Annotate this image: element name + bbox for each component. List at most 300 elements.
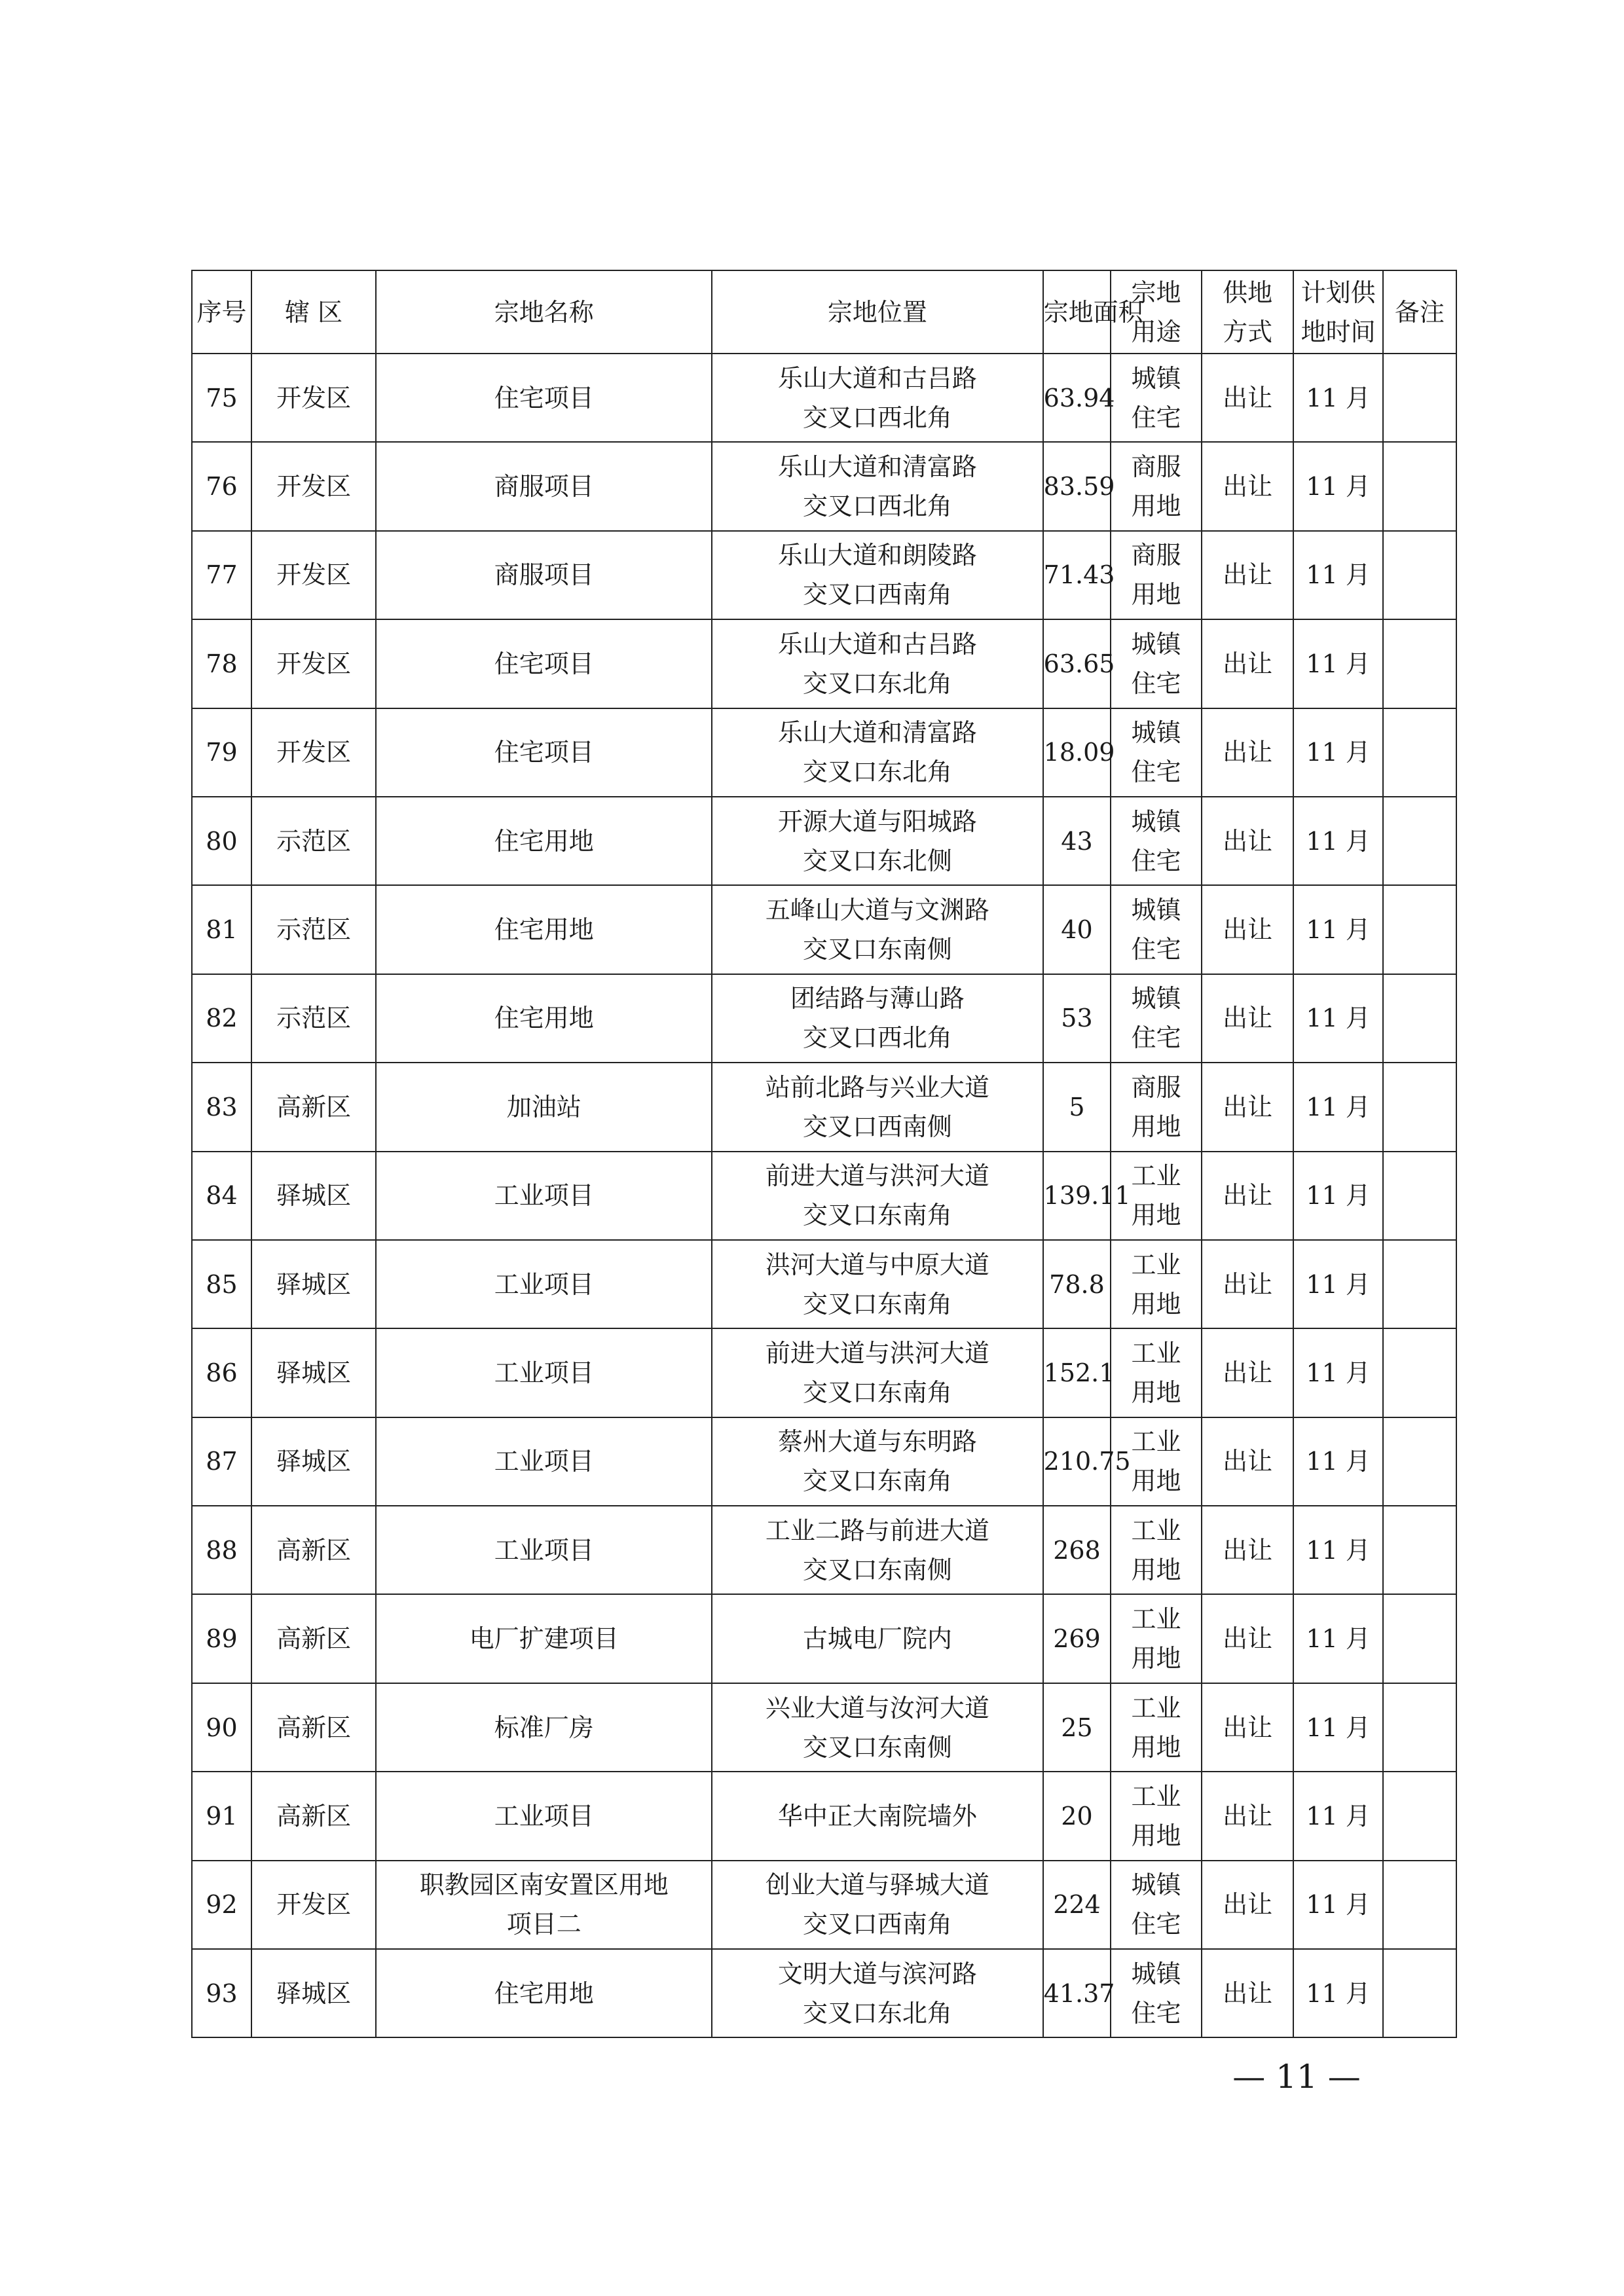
cell-use <box>1111 1594 1202 1683</box>
cell-parcel-name <box>376 1683 712 1772</box>
cell-time: 11 月 <box>1293 797 1382 885</box>
cell-method: 出让 <box>1202 885 1294 974</box>
cell-line: 兴业大道与汝河大道 <box>765 1693 989 1722</box>
cell-use <box>1111 1240 1202 1328</box>
cell-location <box>712 442 1043 530</box>
cell-use <box>1111 1506 1202 1594</box>
cell-method: 出让 <box>1202 1861 1294 1949</box>
cell-line: 城镇 <box>1131 718 1181 748</box>
cell-area: 224 <box>1043 1861 1111 1949</box>
cell-line: 站前北路与兴业大道 <box>765 1072 989 1102</box>
cell-seq: 87 <box>192 1417 251 1506</box>
cell-time: 11 月 <box>1293 442 1382 530</box>
cell-seq: 89 <box>192 1594 251 1683</box>
header-line: 宗地 <box>1131 278 1181 307</box>
cell-location <box>712 885 1043 974</box>
cell-time: 11 月 <box>1293 1328 1382 1417</box>
cell-use <box>1111 797 1202 885</box>
cell-line: 交叉口东南角 <box>802 1467 952 1496</box>
cell-parcel-name <box>376 708 712 797</box>
cell-use <box>1111 1949 1202 2037</box>
cell-seq: 92 <box>192 1861 251 1949</box>
cell-line: 工业项目 <box>494 1181 594 1211</box>
cell-location <box>712 1949 1043 2037</box>
cell-location <box>712 1772 1043 1860</box>
cell-district: 高新区 <box>251 1063 376 1151</box>
cell-line: 商服项目 <box>494 472 594 501</box>
cell-area: 5 <box>1043 1063 1111 1151</box>
cell-line: 交叉口西北角 <box>802 403 952 432</box>
cell-location <box>712 1152 1043 1240</box>
cell-district: 开发区 <box>251 531 376 619</box>
table-row <box>192 1772 1456 1860</box>
cell-area: 40 <box>1043 885 1111 974</box>
cell-line: 工业 <box>1131 1250 1181 1279</box>
cell-district: 驿城区 <box>251 1152 376 1240</box>
cell-line: 交叉口东北角 <box>802 1998 952 2028</box>
cell-seq: 82 <box>192 974 251 1063</box>
cell-line: 工业项目 <box>494 1801 594 1831</box>
cell-area: 78.8 <box>1043 1240 1111 1328</box>
cell-location <box>712 1861 1043 1949</box>
cell-location <box>712 1417 1043 1506</box>
cell-line: 住宅 <box>1131 757 1181 787</box>
cell-use <box>1111 354 1202 442</box>
cell-use <box>1111 531 1202 619</box>
cell-note <box>1383 1594 1456 1683</box>
cell-line: 商服 <box>1131 452 1181 482</box>
table-row <box>192 531 1456 619</box>
cell-use <box>1111 619 1202 708</box>
cell-area: 210.75 <box>1043 1417 1111 1506</box>
cell-parcel-name <box>376 1594 712 1683</box>
cell-method: 出让 <box>1202 442 1294 530</box>
cell-seq: 81 <box>192 885 251 974</box>
cell-location <box>712 354 1043 442</box>
cell-seq: 90 <box>192 1683 251 1772</box>
cell-use <box>1111 1063 1202 1151</box>
cell-line: 住宅 <box>1131 1023 1181 1053</box>
cell-method: 出让 <box>1202 531 1294 619</box>
cell-line: 工业 <box>1131 1338 1181 1368</box>
cell-time: 11 月 <box>1293 1949 1382 2037</box>
cell-note <box>1383 1506 1456 1594</box>
cell-seq: 83 <box>192 1063 251 1151</box>
cell-line: 交叉口西南侧 <box>802 1112 952 1141</box>
cell-note <box>1383 974 1456 1063</box>
cell-line: 交叉口东南角 <box>802 1377 952 1407</box>
cell-parcel-name <box>376 974 712 1063</box>
table-row <box>192 797 1456 885</box>
cell-line: 住宅项目 <box>494 383 594 412</box>
cell-method: 出让 <box>1202 354 1294 442</box>
cell-line: 工业 <box>1131 1605 1181 1634</box>
cell-parcel-name <box>376 619 712 708</box>
cell-seq: 80 <box>192 797 251 885</box>
cell-line: 创业大道与驿城大道 <box>765 1870 989 1900</box>
cell-time: 11 月 <box>1293 885 1382 974</box>
cell-line: 洪河大道与中原大道 <box>765 1250 989 1279</box>
cell-district: 开发区 <box>251 442 376 530</box>
cell-note <box>1383 619 1456 708</box>
cell-line: 交叉口西南角 <box>802 580 952 610</box>
cell-line: 交叉口东南侧 <box>802 1732 952 1762</box>
cell-line: 交叉口西南角 <box>802 1910 952 1939</box>
cell-time: 11 月 <box>1293 1152 1382 1240</box>
cell-district: 驿城区 <box>251 1328 376 1417</box>
cell-line: 用地 <box>1131 1377 1181 1407</box>
cell-parcel-name <box>376 1240 712 1328</box>
cell-line: 乐山大道和朗陵路 <box>777 541 977 570</box>
cell-area: 139.11 <box>1043 1152 1111 1240</box>
cell-seq: 85 <box>192 1240 251 1328</box>
cell-location <box>712 1506 1043 1594</box>
cell-note <box>1383 1861 1456 1949</box>
cell-method: 出让 <box>1202 708 1294 797</box>
cell-time: 11 月 <box>1293 708 1382 797</box>
cell-seq: 86 <box>192 1328 251 1417</box>
cell-line: 住宅项目 <box>494 738 594 767</box>
cell-method: 出让 <box>1202 1683 1294 1772</box>
cell-parcel-name <box>376 1506 712 1594</box>
cell-line: 工业项目 <box>494 1535 594 1565</box>
cell-line: 住宅用地 <box>494 1978 594 2008</box>
cell-note <box>1383 1417 1456 1506</box>
cell-use <box>1111 1328 1202 1417</box>
cell-line: 华中正大南院墙外 <box>777 1801 977 1831</box>
cell-note <box>1383 1063 1456 1151</box>
cell-parcel-name <box>376 1063 712 1151</box>
cell-district: 高新区 <box>251 1594 376 1683</box>
table-row <box>192 1594 1456 1683</box>
cell-line: 乐山大道和清富路 <box>777 452 977 482</box>
table-row <box>192 1683 1456 1772</box>
cell-note <box>1383 797 1456 885</box>
cell-line: 交叉口东北侧 <box>802 846 952 875</box>
cell-district: 示范区 <box>251 885 376 974</box>
cell-location <box>712 531 1043 619</box>
table-row <box>192 1861 1456 1949</box>
cell-line: 住宅 <box>1131 935 1181 964</box>
cell-line: 交叉口东北角 <box>802 757 952 787</box>
cell-location <box>712 1594 1043 1683</box>
cell-line: 用地 <box>1131 1467 1181 1496</box>
cell-line: 用地 <box>1131 580 1181 610</box>
cell-note <box>1383 885 1456 974</box>
cell-line: 工业项目 <box>494 1447 594 1476</box>
header-cell-time <box>1293 270 1382 354</box>
table-row <box>192 619 1456 708</box>
cell-time: 11 月 <box>1293 974 1382 1063</box>
cell-location <box>712 797 1043 885</box>
cell-line: 用地 <box>1131 1555 1181 1584</box>
cell-line: 团结路与薄山路 <box>790 984 965 1013</box>
cell-location <box>712 1328 1043 1417</box>
cell-line: 住宅项目 <box>494 649 594 678</box>
cell-district: 高新区 <box>251 1506 376 1594</box>
cell-seq: 84 <box>192 1152 251 1240</box>
cell-method: 出让 <box>1202 797 1294 885</box>
cell-note <box>1383 1772 1456 1860</box>
header-cell-parcel-name: 宗地名称 <box>376 270 712 354</box>
cell-district: 开发区 <box>251 354 376 442</box>
cell-line: 城镇 <box>1131 363 1181 393</box>
cell-line: 用地 <box>1131 1732 1181 1762</box>
cell-location <box>712 619 1043 708</box>
cell-note <box>1383 1240 1456 1328</box>
header-cell-seq: 序号 <box>192 270 251 354</box>
table-row <box>192 1063 1456 1151</box>
cell-area: 63.94 <box>1043 354 1111 442</box>
cell-district: 驿城区 <box>251 1949 376 2037</box>
cell-area: 71.43 <box>1043 531 1111 619</box>
cell-seq: 76 <box>192 442 251 530</box>
cell-time: 11 月 <box>1293 1683 1382 1772</box>
header-line: 地时间 <box>1301 317 1376 346</box>
table-row <box>192 708 1456 797</box>
cell-line: 城镇 <box>1131 1959 1181 1988</box>
table-row <box>192 1506 1456 1594</box>
cell-line: 职教园区南安置区用地 <box>419 1870 669 1900</box>
cell-line: 城镇 <box>1131 629 1181 659</box>
cell-method: 出让 <box>1202 1152 1294 1240</box>
cell-method: 出让 <box>1202 1772 1294 1860</box>
cell-use <box>1111 1861 1202 1949</box>
cell-note <box>1383 354 1456 442</box>
cell-line: 交叉口东北角 <box>802 668 952 698</box>
cell-method: 出让 <box>1202 1328 1294 1417</box>
cell-note <box>1383 1949 1456 2037</box>
cell-parcel-name <box>376 1772 712 1860</box>
cell-line: 城镇 <box>1131 896 1181 925</box>
cell-line: 商服 <box>1131 1072 1181 1102</box>
cell-time: 11 月 <box>1293 1240 1382 1328</box>
cell-district: 高新区 <box>251 1683 376 1772</box>
cell-line: 住宅 <box>1131 403 1181 432</box>
cell-district: 示范区 <box>251 797 376 885</box>
cell-seq: 75 <box>192 354 251 442</box>
cell-parcel-name <box>376 1949 712 2037</box>
cell-line: 乐山大道和古吕路 <box>777 363 977 393</box>
cell-district: 示范区 <box>251 974 376 1063</box>
cell-parcel-name <box>376 354 712 442</box>
cell-area: 268 <box>1043 1506 1111 1594</box>
cell-line: 用地 <box>1131 492 1181 521</box>
header-cell-area: 宗地面积 <box>1043 270 1111 354</box>
cell-line: 蔡州大道与东明路 <box>777 1427 977 1457</box>
cell-seq: 91 <box>192 1772 251 1860</box>
header-line: 计划供 <box>1301 278 1376 307</box>
header-cell-district: 辖 区 <box>251 270 376 354</box>
cell-district: 驿城区 <box>251 1417 376 1506</box>
cell-area: 83.59 <box>1043 442 1111 530</box>
cell-line: 工业 <box>1131 1427 1181 1457</box>
cell-line: 工业 <box>1131 1516 1181 1545</box>
cell-line: 交叉口东南角 <box>802 1201 952 1230</box>
cell-line: 工业二路与前进大道 <box>765 1516 989 1545</box>
cell-line: 前进大道与洪河大道 <box>765 1338 989 1368</box>
cell-method: 出让 <box>1202 1594 1294 1683</box>
cell-line: 商服项目 <box>494 560 594 590</box>
cell-seq: 93 <box>192 1949 251 2037</box>
cell-line: 交叉口东南侧 <box>802 935 952 964</box>
cell-parcel-name <box>376 1152 712 1240</box>
cell-district: 开发区 <box>251 619 376 708</box>
table-row <box>192 1417 1456 1506</box>
cell-seq: 79 <box>192 708 251 797</box>
cell-line: 交叉口西北角 <box>802 1023 952 1053</box>
cell-district: 驿城区 <box>251 1240 376 1328</box>
header-row <box>192 270 1456 354</box>
cell-line: 工业项目 <box>494 1269 594 1299</box>
cell-area: 152.1 <box>1043 1328 1111 1417</box>
cell-seq: 88 <box>192 1506 251 1594</box>
cell-note <box>1383 1683 1456 1772</box>
cell-area: 25 <box>1043 1683 1111 1772</box>
cell-area: 43 <box>1043 797 1111 885</box>
cell-line: 用地 <box>1131 1289 1181 1319</box>
cell-line: 城镇 <box>1131 807 1181 836</box>
page-number: — 11 — <box>1232 2058 1361 2096</box>
cell-line: 住宅用地 <box>494 915 594 945</box>
header-cell-location: 宗地位置 <box>712 270 1043 354</box>
cell-line: 用地 <box>1131 1201 1181 1230</box>
cell-line: 工业 <box>1131 1693 1181 1722</box>
header-cell-method <box>1202 270 1294 354</box>
cell-area: 53 <box>1043 974 1111 1063</box>
cell-line: 交叉口西北角 <box>802 492 952 521</box>
cell-time: 11 月 <box>1293 531 1382 619</box>
cell-area: 41.37 <box>1043 1949 1111 2037</box>
cell-parcel-name <box>376 797 712 885</box>
cell-note <box>1383 442 1456 530</box>
header-line: 供地 <box>1223 278 1273 307</box>
land-supply-table <box>191 270 1457 2038</box>
cell-parcel-name <box>376 885 712 974</box>
cell-parcel-name <box>376 1328 712 1417</box>
cell-line: 工业项目 <box>494 1358 594 1387</box>
cell-method: 出让 <box>1202 1417 1294 1506</box>
cell-location <box>712 974 1043 1063</box>
cell-time: 11 月 <box>1293 619 1382 708</box>
cell-line: 乐山大道和古吕路 <box>777 629 977 659</box>
cell-time: 11 月 <box>1293 1772 1382 1860</box>
table-row <box>192 974 1456 1063</box>
cell-line: 交叉口东南侧 <box>802 1555 952 1584</box>
cell-area: 20 <box>1043 1772 1111 1860</box>
cell-line: 住宅 <box>1131 668 1181 698</box>
cell-location <box>712 1063 1043 1151</box>
cell-line: 标准厂房 <box>494 1713 594 1742</box>
cell-method: 出让 <box>1202 619 1294 708</box>
header-line: 用途 <box>1131 317 1181 346</box>
cell-note <box>1383 1152 1456 1240</box>
cell-location <box>712 1240 1043 1328</box>
cell-use <box>1111 708 1202 797</box>
cell-note <box>1383 531 1456 619</box>
cell-use <box>1111 442 1202 530</box>
cell-line: 城镇 <box>1131 984 1181 1013</box>
cell-line: 加油站 <box>506 1092 581 1121</box>
table-row <box>192 1240 1456 1328</box>
cell-line: 商服 <box>1131 541 1181 570</box>
cell-time: 11 月 <box>1293 1594 1382 1683</box>
table-row <box>192 1949 1456 2037</box>
cell-line: 工业 <box>1131 1161 1181 1191</box>
cell-parcel-name <box>376 531 712 619</box>
cell-location <box>712 708 1043 797</box>
header-cell-note: 备注 <box>1383 270 1456 354</box>
cell-seq: 78 <box>192 619 251 708</box>
cell-line: 乐山大道和清富路 <box>777 718 977 748</box>
cell-time: 11 月 <box>1293 354 1382 442</box>
cell-line: 住宅 <box>1131 1910 1181 1939</box>
cell-line: 电厂扩建项目 <box>469 1624 619 1654</box>
cell-seq: 77 <box>192 531 251 619</box>
cell-line: 用地 <box>1131 1112 1181 1141</box>
cell-line: 项目二 <box>506 1910 581 1939</box>
cell-district: 高新区 <box>251 1772 376 1860</box>
cell-line: 五峰山大道与文渊路 <box>765 896 989 925</box>
cell-use <box>1111 1772 1202 1860</box>
cell-parcel-name <box>376 1861 712 1949</box>
table-row <box>192 1328 1456 1417</box>
cell-use <box>1111 885 1202 974</box>
cell-area: 63.65 <box>1043 619 1111 708</box>
cell-line: 古城电厂院内 <box>802 1624 952 1654</box>
cell-line: 文明大道与滨河路 <box>777 1959 977 1988</box>
cell-line: 开源大道与阳城路 <box>777 807 977 836</box>
cell-line: 住宅用地 <box>494 826 594 856</box>
cell-line: 城镇 <box>1131 1870 1181 1900</box>
cell-line: 前进大道与洪河大道 <box>765 1161 989 1191</box>
cell-time: 11 月 <box>1293 1861 1382 1949</box>
cell-line: 住宅用地 <box>494 1004 594 1033</box>
cell-use <box>1111 974 1202 1063</box>
cell-time: 11 月 <box>1293 1506 1382 1594</box>
cell-method: 出让 <box>1202 1063 1294 1151</box>
cell-area: 269 <box>1043 1594 1111 1683</box>
cell-note <box>1383 708 1456 797</box>
cell-parcel-name <box>376 1417 712 1506</box>
cell-line: 工业 <box>1131 1781 1181 1811</box>
cell-line: 住宅 <box>1131 846 1181 875</box>
cell-use <box>1111 1683 1202 1772</box>
cell-location <box>712 1683 1043 1772</box>
table-row <box>192 354 1456 442</box>
cell-line: 用地 <box>1131 1644 1181 1673</box>
cell-district: 开发区 <box>251 1861 376 1949</box>
cell-note <box>1383 1328 1456 1417</box>
cell-method: 出让 <box>1202 1240 1294 1328</box>
cell-line: 用地 <box>1131 1821 1181 1850</box>
header-line: 方式 <box>1223 317 1273 346</box>
cell-line: 住宅 <box>1131 1998 1181 2028</box>
table-body <box>192 354 1456 2037</box>
cell-parcel-name <box>376 442 712 530</box>
cell-line: 交叉口东南角 <box>802 1289 952 1319</box>
cell-time: 11 月 <box>1293 1417 1382 1506</box>
table-row <box>192 1152 1456 1240</box>
cell-method: 出让 <box>1202 1506 1294 1594</box>
cell-time: 11 月 <box>1293 1063 1382 1151</box>
cell-area: 18.09 <box>1043 708 1111 797</box>
cell-method: 出让 <box>1202 1949 1294 2037</box>
cell-method: 出让 <box>1202 974 1294 1063</box>
table-row <box>192 885 1456 974</box>
cell-district: 开发区 <box>251 708 376 797</box>
table-row <box>192 442 1456 530</box>
